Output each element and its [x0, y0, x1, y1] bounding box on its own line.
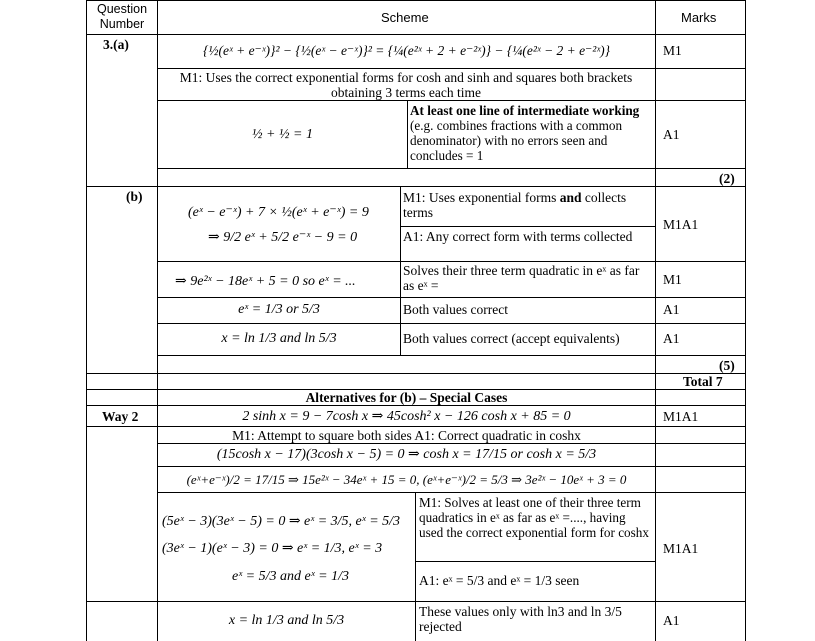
question-label-b: (b) — [126, 189, 143, 204]
equation-b5: x = ln 1/3 and ln 5/3 — [221, 331, 337, 346]
equation-w6: eˣ = 5/3 and eˣ = 1/3 — [232, 569, 350, 584]
note-a2: At least one line of intermediate working (e.g. combines fractions with a common denominator) with no errors seen and concludes = 1 — [410, 103, 640, 163]
note-b2: A1: Any correct form with terms collected — [403, 229, 633, 244]
subtotal-a: (2) — [719, 171, 735, 186]
header-question-number: Question Number — [96, 2, 148, 31]
note-b1: M1: Uses exponential forms and collects terms — [403, 190, 627, 220]
equation-b1: (eˣ − e⁻ˣ) + 7 × ½(eˣ + e⁻ˣ) = 9 — [188, 205, 369, 220]
note-w4: M1: Solves at least one of their three term quadratics in eˣ as far as eˣ =...., having used the correct exponential form for coshx — [419, 495, 649, 540]
equation-w7: x = ln 1/3 and ln 5/3 — [228, 613, 345, 628]
mark-b3: M1 — [663, 272, 682, 287]
mark-w1: M1A1 — [663, 409, 699, 424]
mark-b1: M1A1 — [663, 217, 699, 232]
note-b4: Both values correct — [403, 302, 508, 317]
question-label-3a: 3.(a) — [103, 37, 129, 52]
mark-b4: A1 — [663, 302, 680, 317]
equation-w3: (eˣ+e⁻ˣ)/2 = 17/15 ⇒ 15e²ˣ − 34eˣ + 15 = 0, (eˣ+e⁻ˣ)/2 = 5/3 ⇒ 3e²ˣ − 10eˣ + 3 = 0 — [186, 472, 627, 487]
note-w1: M1: Attempt to square both sides A1: Correct quadratic in coshx — [232, 428, 581, 443]
equation-b3: ⇒ 9e²ˣ − 18eˣ + 5 = 0 so eˣ = ... — [175, 274, 356, 289]
equation-w4: (5eˣ − 3)(3eˣ − 5) = 0 ⇒ eˣ = 3/5, eˣ = 5/3 — [162, 514, 401, 529]
note-w7: These values only with ln3 and ln 3/5 rejected — [419, 604, 622, 634]
mark-a2: A1 — [663, 127, 680, 142]
equation-a1: {½(eˣ + e⁻ˣ)}² − {½(eˣ − e⁻ˣ)}² = {¼(e²ˣ + 2 + e⁻²ˣ)} − {¼(e²ˣ − 2 + e⁻²ˣ)} — [202, 43, 611, 58]
note-b3: Solves their three term quadratic in eˣ as far as eˣ = — [403, 263, 640, 293]
subtotal-b: (5) — [719, 358, 735, 373]
header-marks: Marks — [681, 10, 717, 25]
header-scheme: Scheme — [381, 10, 429, 25]
note-a1: M1: Uses the correct exponential forms for cosh and sinh and squares both brackets obtaining 3 terms each time — [179, 70, 633, 100]
mark-w4: M1A1 — [663, 541, 699, 556]
note-b5: Both values correct (accept equivalents) — [403, 331, 620, 346]
equation-a2: ½ + ½ = 1 — [252, 127, 313, 142]
equation-w5: (3eˣ − 1)(eˣ − 3) = 0 ⇒ eˣ = 1/3, eˣ = 3 — [162, 541, 383, 556]
mark-a1: M1 — [663, 43, 682, 58]
equation-w1: 2 sinh x = 9 − 7cosh x ⇒ 45cosh² x − 126 cosh x + 85 = 0 — [242, 409, 571, 424]
mark-w7: A1 — [663, 613, 680, 628]
way-2-label: Way 2 — [102, 409, 139, 424]
equation-b4: eˣ = 1/3 or 5/3 — [238, 302, 320, 317]
mark-b5: A1 — [663, 331, 680, 346]
total-marks: Total 7 — [683, 374, 723, 389]
alternatives-heading: Alternatives for (b) – Special Cases — [305, 390, 508, 405]
equation-b2: ⇒ 9/2 eˣ + 5/2 e⁻ˣ − 9 = 0 — [208, 230, 358, 245]
equation-w2: (15cosh x − 17)(3cosh x − 5) = 0 ⇒ cosh x = 17/15 or cosh x = 5/3 — [216, 447, 597, 462]
note-w6: A1: eˣ = 5/3 and eˣ = 1/3 seen — [419, 573, 580, 588]
